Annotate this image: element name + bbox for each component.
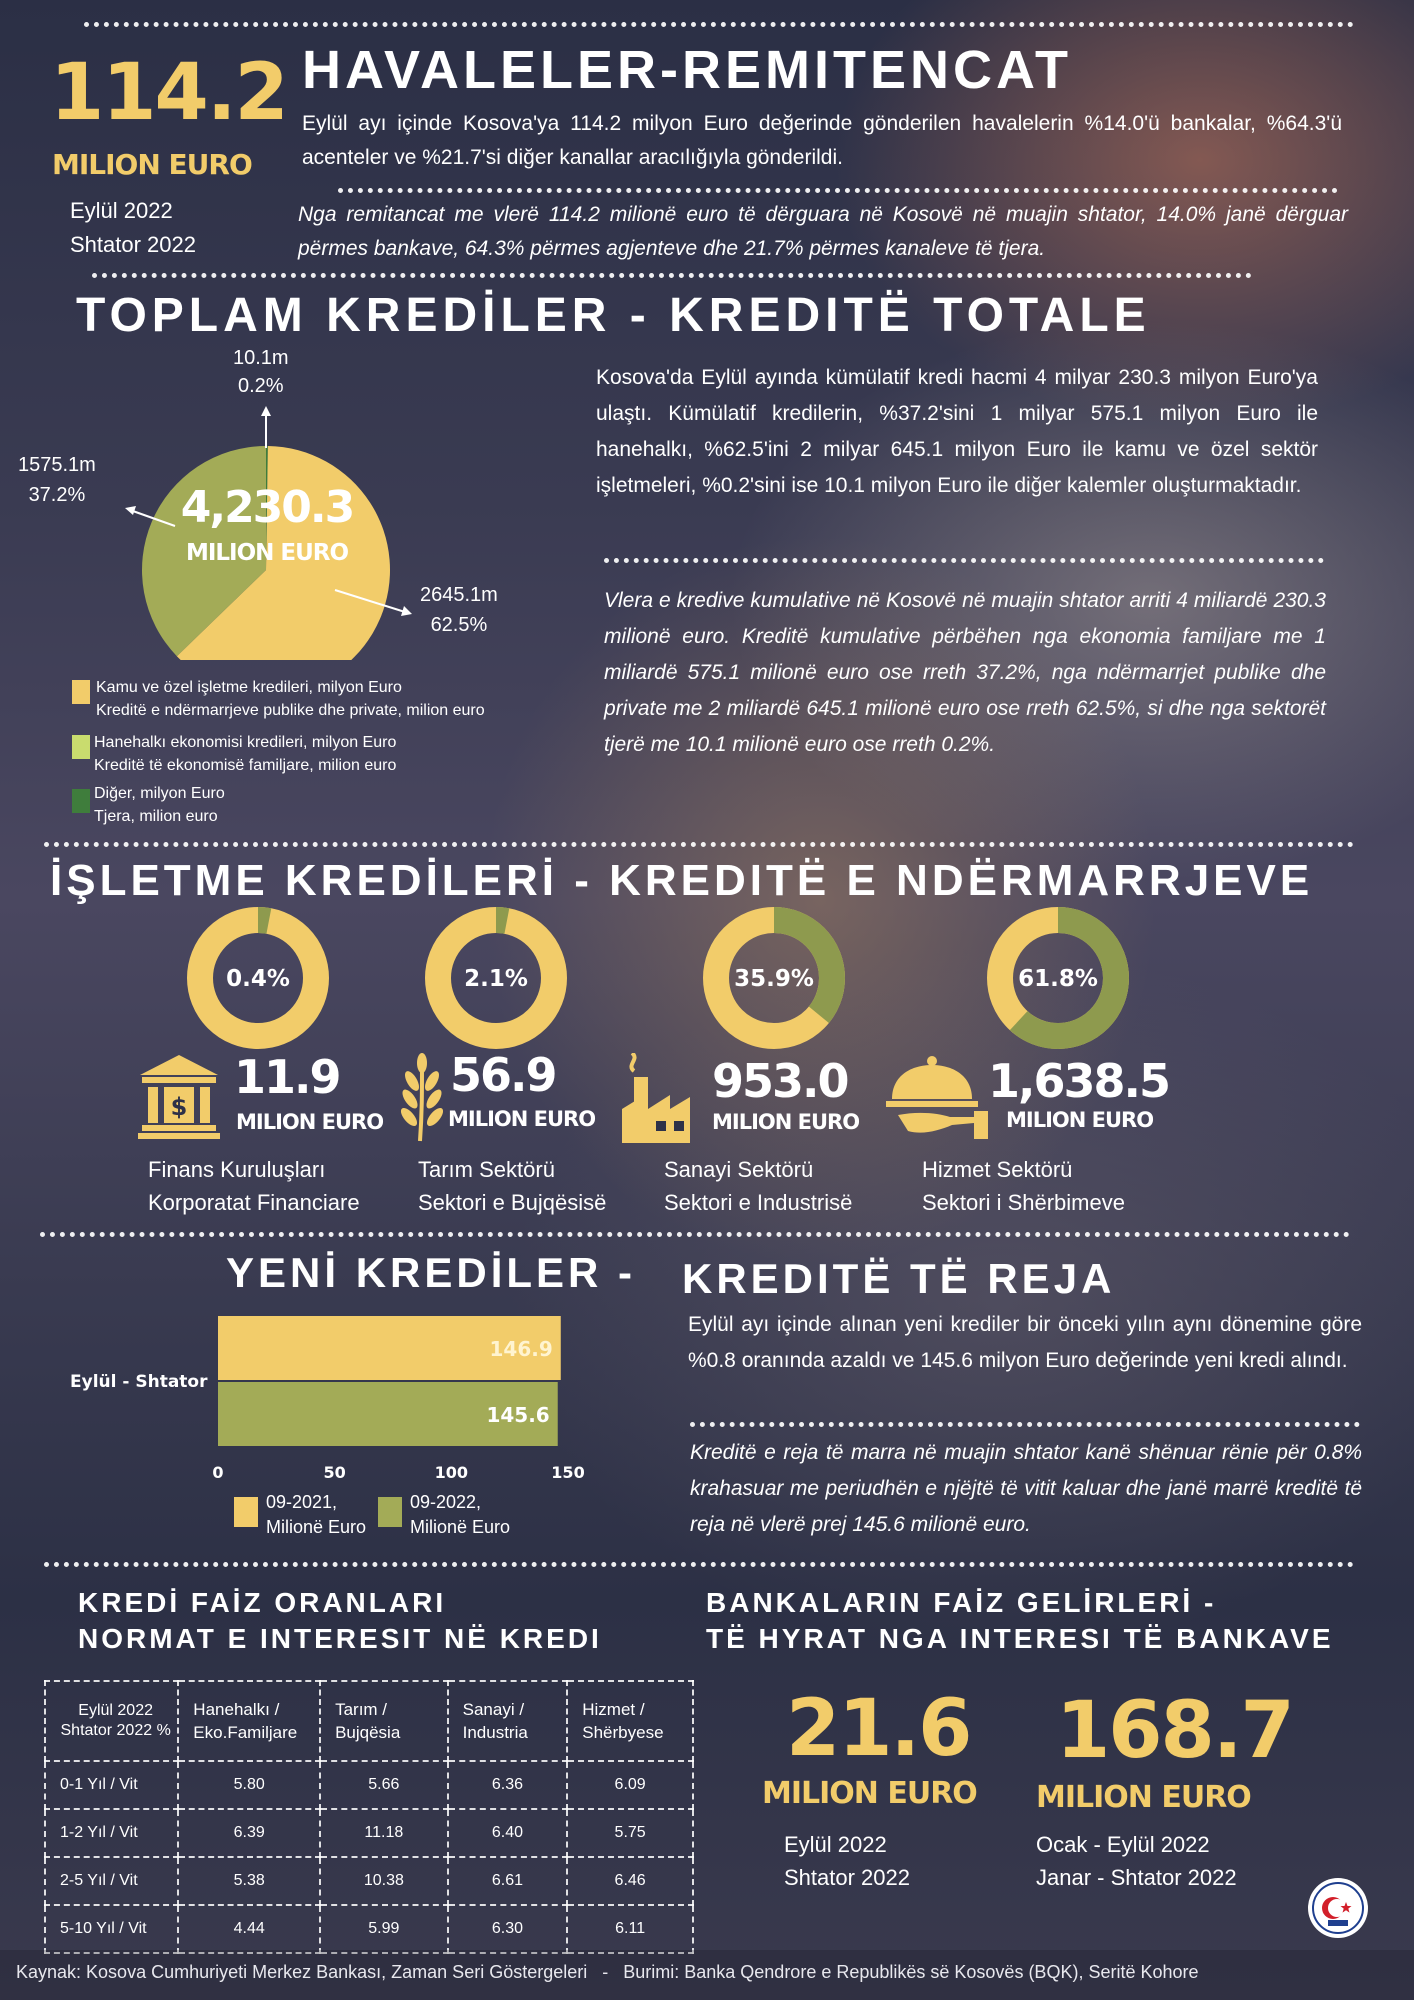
table-cell: 11.18 <box>320 1809 448 1857</box>
period-tr: Eylül 2022 <box>784 1832 887 1857</box>
bar-data-label: 146.9 <box>489 1337 553 1361</box>
table-cell: 6.36 <box>448 1761 568 1809</box>
legend-swatch-2021 <box>234 1497 258 1527</box>
business-value: 1,638.5 <box>988 1054 1169 1108</box>
new-loans-title-tr: YENİ KREDİLER - <box>226 1249 637 1296</box>
legend-label-sq: Tjera, milion euro <box>94 808 218 825</box>
sector-label-tr: Sanayi Sektörü <box>664 1157 814 1182</box>
table-cell: 6.11 <box>567 1905 693 1953</box>
wheat-icon <box>392 1053 452 1143</box>
slice-business-pct: 62.5% <box>430 614 488 636</box>
slice-label-business <box>420 580 498 640</box>
legend-label-tr: Kamu ve özel işletme kredileri, milyon Euro <box>96 679 402 696</box>
slice-household-pct: 37.2% <box>28 484 86 506</box>
new-loans-text-sq: Kreditë e reja të marra në muajin shtator kanë shënuar rënie për 0.8% krahasuar me periudhën e njëjtë të vitit kaluar dhe janë marrë kreditë të reja në vlerë prej 145.6 milionë euro. <box>690 1441 1362 1536</box>
pie-arrow <box>125 506 136 515</box>
slice-other-pct: 0.2% <box>238 375 284 397</box>
pie-arrow <box>261 406 271 416</box>
sector-label-tr: Hizmet Sektörü <box>922 1157 1073 1182</box>
table-cell: 6.39 <box>178 1809 320 1857</box>
legend-label-sq: Kreditë e ndërmarrjeve publike dhe private, milion euro <box>96 702 485 719</box>
bar-category-label: Eylül - Shtator <box>70 1372 208 1392</box>
axis-tick-label: 0 <box>212 1463 224 1482</box>
bank-income-value: 21.6 <box>786 1684 971 1774</box>
legend-line: Milionë Euro <box>266 1517 367 1537</box>
remittance-text-tr: Eylül ayı içinde Kosova'ya 114.2 milyon Euro değerinde gönderilen havalelerin %14.0'ü bankalar, %64.3'ü acenteler ve %21.7'si diğer kanallar aracılığıyla gönderildi. <box>302 112 1342 169</box>
table-cell: 6.09 <box>567 1761 693 1809</box>
business-loans-title: İŞLETME KREDİLERİ - KREDITË E NDËRMARRJEVE <box>50 856 1314 905</box>
legend-label-tr: Hanehalkı ekonomisi kredileri, milyon Euro <box>94 734 397 751</box>
bank-income-unit: MILION EURO <box>1036 1780 1251 1815</box>
sector-label-tr: Tarım Sektörü <box>418 1157 555 1182</box>
table-cell: 6.46 <box>567 1857 693 1905</box>
pie-center-unit: MILION EURO <box>185 540 349 566</box>
divider <box>44 842 1354 847</box>
bank-income-unit: MILION EURO <box>762 1776 977 1811</box>
table-cell: 5.38 <box>178 1857 320 1905</box>
sector-label-agriculture <box>418 1153 606 1219</box>
table-row <box>45 1857 693 1905</box>
legend-swatch-business <box>72 680 90 704</box>
period-sq: Shtator 2022 <box>784 1865 910 1890</box>
table-row <box>45 1761 693 1809</box>
table-cell: 10.38 <box>320 1857 448 1905</box>
bank-income-title-sq: TË HYRAT NGA INTERESI TË BANKAVE <box>706 1623 1334 1654</box>
sector-label-sq: Korporatat Financiare <box>148 1190 360 1215</box>
table-header-row <box>45 1681 693 1761</box>
slice-label-other <box>233 344 289 400</box>
business-unit: MILION EURO <box>712 1110 860 1134</box>
legend-item <box>94 731 396 777</box>
pie-center-value: 4,230.3 <box>180 482 354 533</box>
remittance-title: HAVALELER-REMITENCAT <box>302 40 1072 100</box>
sector-label-sq: Sektori e Industrisë <box>664 1190 853 1215</box>
table-row <box>45 1905 693 1953</box>
period-sq: Janar - Shtator 2022 <box>1036 1865 1237 1890</box>
legend-item-2022 <box>410 1490 510 1540</box>
table-cell: 0-1 Yıl / Vit <box>45 1761 178 1809</box>
sector-label-tr: Finans Kuruluşları <box>148 1157 326 1182</box>
divider <box>604 558 1324 563</box>
slice-label-household <box>18 450 96 510</box>
divider <box>92 273 1252 278</box>
axis-tick-label: 150 <box>551 1463 585 1482</box>
table-cell: 6.61 <box>448 1857 568 1905</box>
table-cell: 5.80 <box>178 1761 320 1809</box>
bank-income-period <box>1036 1828 1237 1894</box>
business-unit: MILION EURO <box>1006 1108 1154 1132</box>
remittance-unit: MILION EURO <box>52 148 252 181</box>
factory-icon <box>620 1053 692 1145</box>
divider <box>44 1562 1354 1567</box>
legend-item <box>96 676 485 722</box>
cloche-icon <box>878 1055 990 1141</box>
legend-swatch-household <box>72 735 90 759</box>
legend-line: 09-2021, <box>266 1492 338 1512</box>
interest-rate-table <box>44 1680 694 1954</box>
table-header-cell: Hanehalkı / Eko.Familjare <box>178 1681 320 1761</box>
sector-label-finance <box>148 1153 360 1219</box>
institution-seal-logo <box>1306 1876 1370 1940</box>
table-cell: 2-5 Yıl / Vit <box>45 1857 178 1905</box>
interest-title-tr: KREDİ FAİZ ORANLARI <box>78 1587 447 1618</box>
axis-tick-label: 50 <box>323 1463 346 1482</box>
remittance-period-sq: Shtator 2022 <box>70 232 196 257</box>
new-loans-text-tr: Eylül ayı içinde alınan yeni krediler bir önceki yılın aynı dönemine göre %0.8 oranında azaldı ve 145.6 milyon Euro değerinde yeni kredi alındı. <box>688 1313 1362 1372</box>
svg-text:$: $ <box>170 1093 188 1121</box>
business-value: 56.9 <box>450 1048 556 1102</box>
bank-income-value: 168.7 <box>1056 1686 1293 1776</box>
new-loans-title-sq: KREDITË TË REJA <box>682 1255 1116 1302</box>
legend-label-tr: Diğer, milyon Euro <box>94 785 225 802</box>
footer-source: Kaynak: Kosova Cumhuriyeti Merkez Bankası, Zaman Seri Göstergeleri - Burimi: Banka Qendrore e Republikës së Kosovës (BQK), Seritë Kohore <box>16 1962 1199 1982</box>
legend-swatch-other <box>72 789 90 813</box>
table-cell: 6.40 <box>448 1809 568 1857</box>
sector-label-sq: Sektori e Bujqësisë <box>418 1190 607 1215</box>
table-cell: 4.44 <box>178 1905 320 1953</box>
table-cell: 1-2 Yıl / Vit <box>45 1809 178 1857</box>
table-cell: 5.66 <box>320 1761 448 1809</box>
divider <box>40 1232 1350 1237</box>
bank-income-title-tr: BANKALARIN FAİZ GELİRLERİ - <box>706 1587 1217 1618</box>
sector-label-industry <box>664 1153 852 1219</box>
slice-other-value: 10.1m <box>233 347 289 369</box>
table-cell: 5.75 <box>567 1809 693 1857</box>
business-value: 11.9 <box>234 1050 340 1104</box>
table-cell: 5.99 <box>320 1905 448 1953</box>
sector-label-sq: Sektori i Shërbimeve <box>922 1190 1125 1215</box>
donut-percent-label: 35.9% <box>734 966 814 992</box>
legend-item-2021 <box>266 1490 366 1540</box>
axis-tick-label: 100 <box>434 1463 469 1482</box>
legend-line: Milionë Euro <box>410 1517 511 1537</box>
bar-data-label: 145.6 <box>486 1403 550 1427</box>
interest-title-sq: NORMAT E INTERESIT NË KREDI <box>78 1623 602 1654</box>
donut-percent-label: 2.1% <box>464 966 528 992</box>
table-header-cell: Eylül 2022 Shtator 2022 % <box>45 1681 178 1761</box>
table-cell: 6.30 <box>448 1905 568 1953</box>
table-header-cell: Tarım / Bujqësia <box>320 1681 448 1761</box>
sector-label-services <box>922 1153 1125 1219</box>
legend-line: 09-2022, <box>410 1492 482 1512</box>
table-row <box>45 1809 693 1857</box>
pie-arrow <box>401 606 412 616</box>
slice-household-value: 1575.1m <box>18 454 96 476</box>
total-loans-text-tr: Kosova'da Eylül ayında kümülatif kredi hacmi 4 milyar 230.3 milyon Euro'ya ulaştı. Kümülatif kredilerin, %37.2'sini 1 milyar 575.1 milyon Euro ile hanehalkı, %62.5'ini 2 milyar 645.1 milyon Euro ile kamu ve özel sektör işletmeleri, %0.2'sini ise 10.1 milyon Euro ile diğer kalemler oluşturmaktadır. <box>596 366 1318 497</box>
table-cell: 5-10 Yıl / Vit <box>45 1905 178 1953</box>
business-value: 953.0 <box>712 1054 848 1108</box>
remittance-period-tr: Eylül 2022 <box>70 198 173 223</box>
bank-icon <box>138 1053 220 1139</box>
divider <box>690 1422 1360 1427</box>
business-unit: MILION EURO <box>236 1110 384 1134</box>
total-loans-title: TOPLAM KREDİLER - KREDITË TOTALE <box>76 289 1151 342</box>
donut-percent-label: 0.4% <box>226 966 290 992</box>
period-tr: Ocak - Eylül 2022 <box>1036 1832 1210 1857</box>
legend-label-sq: Kreditë të ekonomisë familjare, milion euro <box>94 757 397 774</box>
total-loans-text-sq: Vlera e kredive kumulative në Kosovë në muajin shtator arriti 4 miliardë 230.3 milionë euro. Kreditë kumulative përbëhen nga ekonomia familjare me 1 miliardë 575.1 milionë euro ose rreth 37.2%, nga ndërmarrjet publike dhe private me 2 miliardë 645.1 milionë euro ose rreth 62.5%, si dhe nga sektorët tjerë me 10.1 milionë euro ose rreth 0.2%. <box>604 589 1326 756</box>
slice-business-value: 2645.1m <box>420 584 498 606</box>
legend-item <box>94 782 225 828</box>
table-header-cell: Sanayi / Industria <box>448 1681 568 1761</box>
divider <box>84 22 1354 27</box>
divider <box>338 188 1338 193</box>
table-header-cell: Hizmet / Shërbyese <box>567 1681 693 1761</box>
remittance-value: 114.2 <box>50 48 287 138</box>
donut-percent-label: 61.8% <box>1018 966 1098 992</box>
bank-income-period <box>784 1828 910 1894</box>
remittance-text-sq: Nga remitancat me vlerë 114.2 milionë euro të dërguara në Kosovë në muajin shtator, 14.0% janë dërguar përmes bankave, 64.3% përmes agjenteve dhe 21.7% përmes kanaleve të tjera. <box>298 203 1348 260</box>
business-unit: MILION EURO <box>448 1107 596 1131</box>
legend-swatch-2022 <box>378 1497 402 1527</box>
